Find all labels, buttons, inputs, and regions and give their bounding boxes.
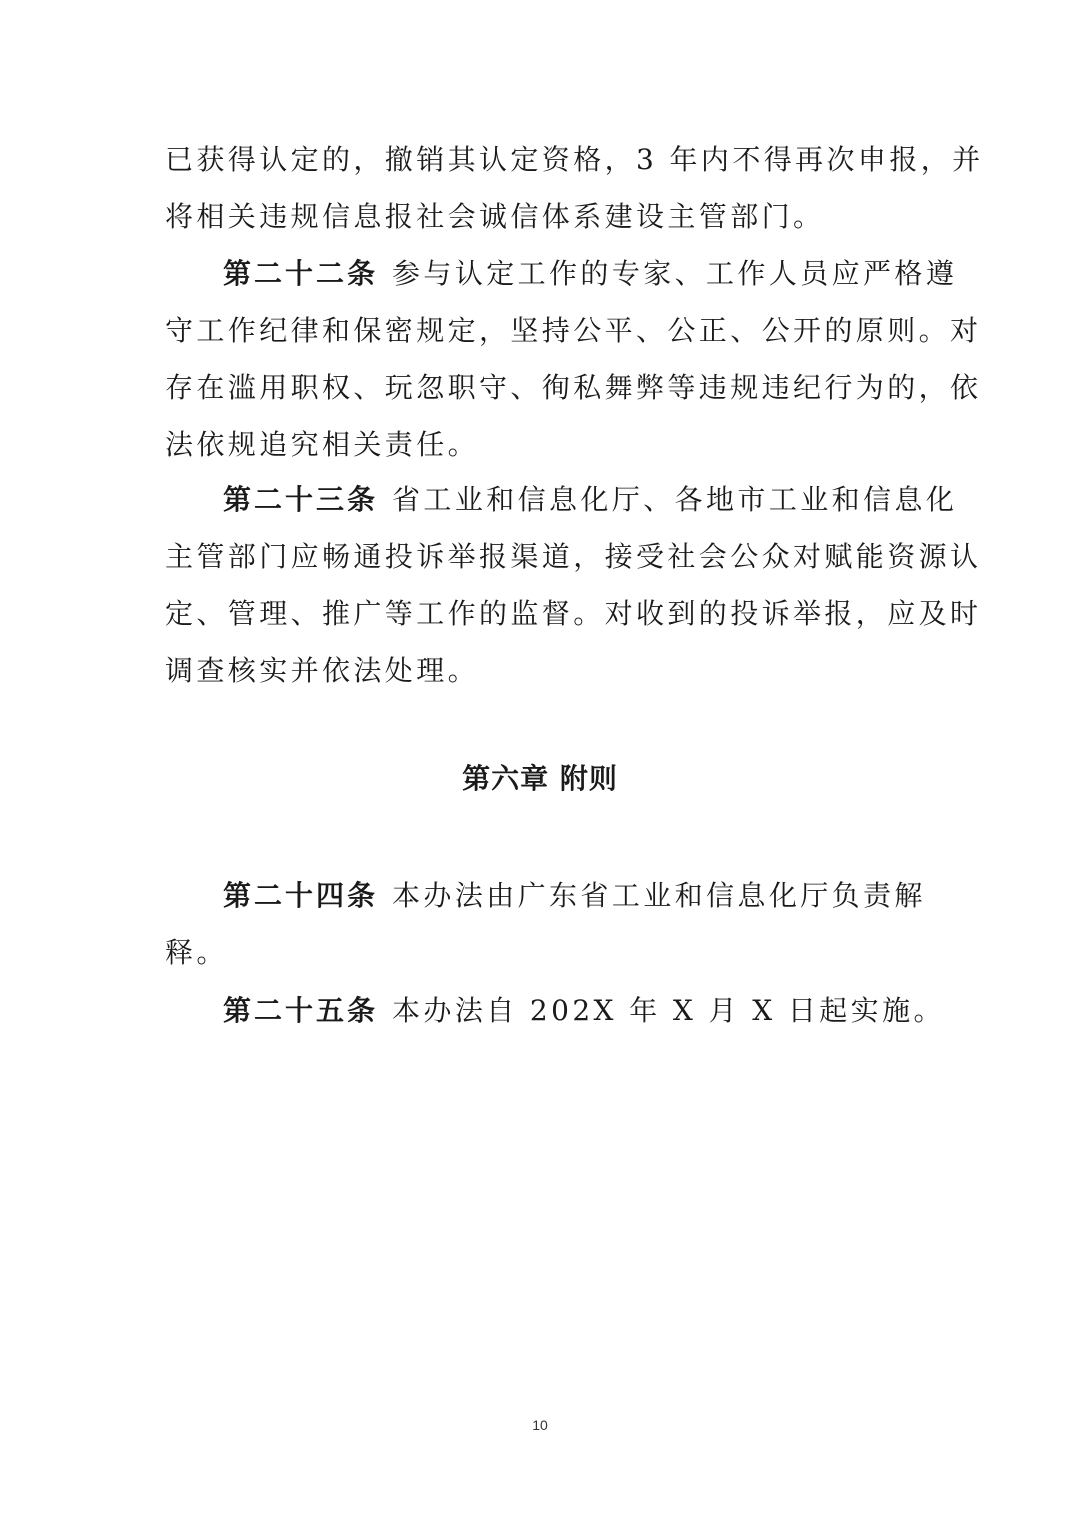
paragraph-line: 存在滥用职权、玩忽职守、徇私舞弊等违规违纪行为的，依 (165, 371, 982, 404)
paragraph-line: 法依规追究相关责任。 (165, 428, 480, 461)
article-23-paragraph (165, 471, 982, 699)
article-first-line (165, 867, 925, 924)
paragraph-line: 守工作纪律和保密规定，坚持公平、公正、公开的原则。对 (165, 314, 982, 347)
paragraph-line: 定、管理、推广等工作的监督。对收到的投诉举报，应及时 (165, 597, 982, 630)
page-number: 10 (532, 1417, 548, 1433)
article-24-paragraph (165, 867, 925, 981)
article-text: 省工业和信息化厅、各地市工业和信息化 (392, 483, 958, 516)
article-number: 第二十二条 (223, 257, 379, 290)
article-text: 参与认定工作的专家、工作人员应严格遵 (392, 257, 958, 290)
paragraph-line: 主管部门应畅通投诉举报渠道，接受社会公众对赋能资源认 (165, 540, 982, 573)
chapter-heading: 第六章 附则 (462, 762, 618, 795)
article-22-paragraph (165, 245, 982, 473)
article-number: 第二十五条 (223, 994, 379, 1027)
continuation-paragraph (165, 131, 984, 245)
article-text: 本办法由广东省工业和信息化厅负责解 (392, 879, 926, 912)
article-first-line (165, 245, 958, 302)
paragraph-line: 释。 (165, 936, 228, 969)
paragraph-line: 将相关违规信息报社会诚信体系建设主管部门。 (165, 200, 825, 233)
paragraph-line: 调查核实并依法处理。 (165, 654, 480, 687)
article-number: 第二十四条 (223, 879, 379, 912)
article-text: 本办法自 202X 年 X 月 X 日起实施。 (392, 994, 945, 1027)
article-25-paragraph (165, 982, 945, 1039)
article-first-line (165, 982, 945, 1039)
article-number: 第二十三条 (223, 483, 379, 516)
paragraph-line: 已获得认定的，撤销其认定资格，3 年内不得再次申报，并 (165, 143, 984, 176)
article-first-line (165, 471, 958, 528)
